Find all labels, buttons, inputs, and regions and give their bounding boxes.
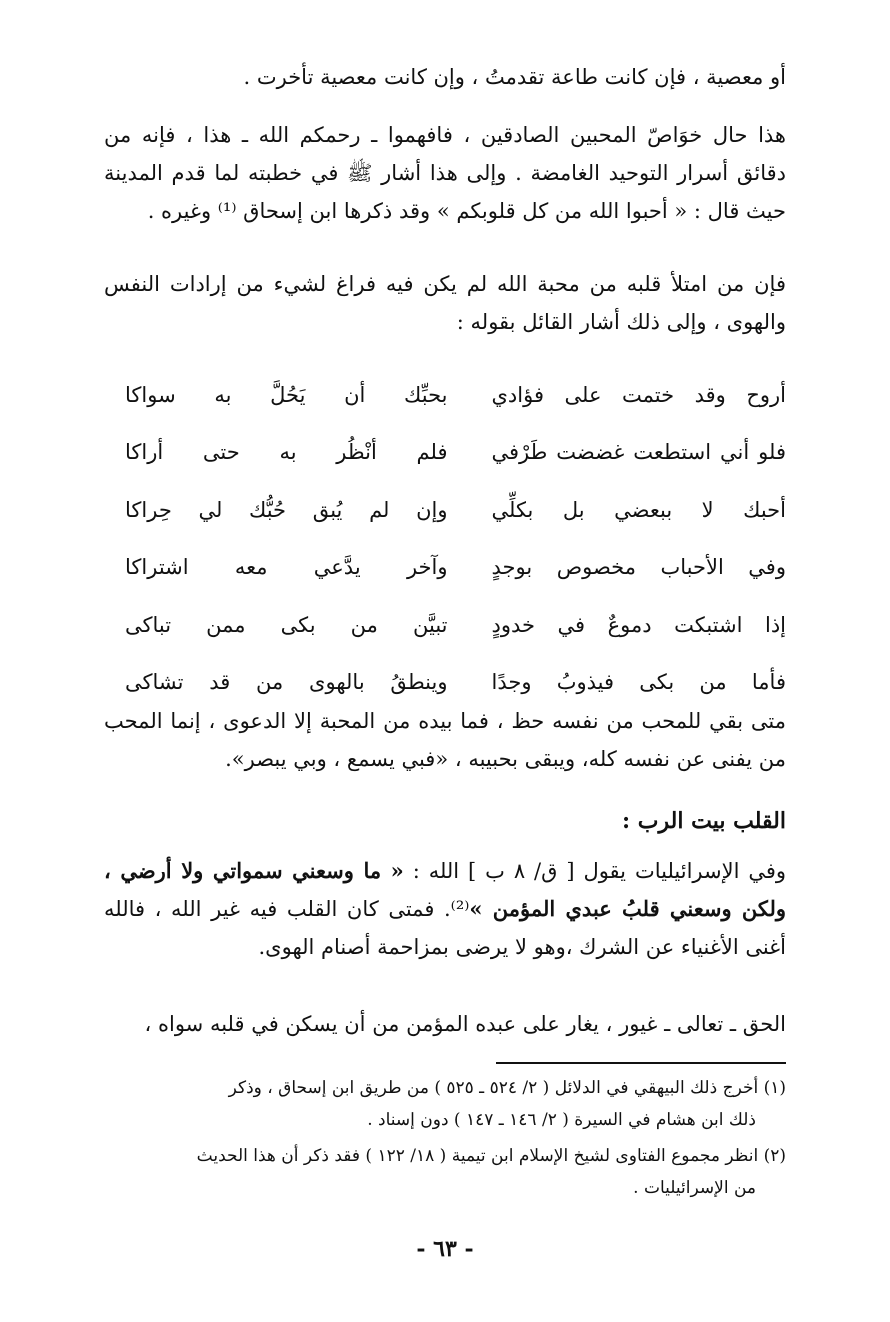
verse-first-hemistich: فلو أني استطعت غضضت طَرْفي: [491, 440, 786, 465]
footnote-1: [104, 1072, 786, 1136]
footnote-line: (١) أخرج ذلك البيهقي في الدلائل ( ٢/ ٥٢٤ ـ ٥٢٥ ) من طريق ابن إسحاق ، وذكر: [228, 1078, 786, 1098]
paragraph-text: هذا حال خوَاصّ المحبين الصادقين ، فافهموا ـ رحمكم الله ـ هذا ، فإنه من دقائق أسرار التوحيد الغامضة . وإلى هذا أشار ﷺ في خطبته لما قدم المدينة حيث قال : « أحبوا الله من كل قلوبكم » وقد ذكرها ابن إسحاق ⁽¹⁾ وغيره .: [104, 123, 787, 223]
verse-first-hemistich: أروح وقد ختمت على فؤادي: [491, 382, 786, 407]
paragraph-after-poem: [104, 702, 786, 778]
verse-second-hemistich: فلم أنْظُر به حتى أراكا: [125, 440, 448, 465]
footnote-line: (٢) انظر مجموع الفتاوى لشيخ الإسلام ابن تيمية ( ١٨/ ١٢٢ ) فقد ذكر أن هذا الحديث: [196, 1146, 786, 1166]
footnote-2: [104, 1140, 786, 1204]
section-heading: القلب بيت الرب :: [622, 808, 786, 834]
verse-first-hemistich: وفي الأحباب مخصوص بوجدٍ: [491, 555, 786, 580]
paragraph-text: أو معصية ، فإن كانت طاعة تقدمتُ ، وإن كانت معصية تأخرت .: [243, 65, 786, 89]
poem-verse: [125, 596, 786, 654]
verse-second-hemistich: وإن لم يُبق حُبُّك لي حِراكا: [125, 497, 448, 522]
paragraph-text: [104, 852, 786, 966]
footnote-line: ذلك ابن هشام في السيرة ( ٢/ ١٤٦ ـ ١٤٧ ) دون إسناد .: [367, 1110, 756, 1130]
paragraph-lovers-state: [104, 116, 786, 230]
verse-first-hemistich: فأما من بكى فيذوبُ وجدًا: [491, 670, 786, 695]
poem-verse: [125, 424, 786, 482]
verse-second-hemistich: وآخر يدَّعي معه اشتراكا: [125, 555, 448, 580]
paragraph-text: متى بقي للمحب من نفسه حظ ، فما بيده من المحبة إلا الدعوى ، إنما المحب من يفنى عن نفسه كله، ويبقى بحبيبه ، «فبي يسمع ، وبي يبصر».: [104, 709, 786, 771]
paragraph-text: فإن من امتلأ قلبه من محبة الله لم يكن فيه فراغ لشيء من إرادات النفس والهوى ، وإلى ذلك أشار القائل بقوله :: [104, 272, 786, 334]
verse-second-hemistich: وينطقُ بالهوى من قد تشاكى: [125, 670, 448, 695]
paragraph-heart-filled: [104, 265, 786, 341]
page-number: - ٦٣ -: [416, 1236, 474, 1262]
footnote-divider: [496, 1062, 786, 1064]
verse-second-hemistich: بحبِّك أن يَحُلَّ به سواكا: [125, 382, 448, 407]
footnote-line: من الإسرائيليات .: [633, 1178, 756, 1198]
poem-verse: [125, 539, 786, 597]
israiliyyat-rest: ⁽²⁾. فمتى كان القلب فيه غير الله ، فالله أغنى الأغنياء عن الشرك ،وهو لا يرضى بمزاحمة أصنام الهوى.: [104, 897, 786, 959]
poem: [125, 366, 786, 711]
poem-verse: [125, 366, 786, 424]
verse-first-hemistich: أحبك لا ببعضي بل بكلِّي: [491, 497, 786, 522]
poem-verse: [125, 481, 786, 539]
verse-first-hemistich: إذا اشتبكت دموعٌ في خدودٍ: [491, 612, 786, 637]
paragraph-israiliyyat: [104, 852, 786, 966]
paragraph-continuation: [104, 58, 786, 96]
paragraph-jealous: [104, 1005, 786, 1043]
footnotes: [104, 1072, 786, 1208]
verse-second-hemistich: تبيَّن من بكى ممن تباكى: [125, 612, 448, 637]
israiliyyat-intro: وفي الإسرائيليات يقول [ ق/ ٨ ب ] الله :: [403, 859, 787, 883]
israiliyyat-quote: « ما وسعني سمواتي ولا أرضي ، ولكن وسعني قلبُ عبدي المؤمن »: [104, 858, 786, 921]
paragraph-text: الحق ـ تعالى ـ غيور ، يغار على عبده المؤمن من أن يسكن في قلبه سواه ،: [144, 1012, 786, 1036]
